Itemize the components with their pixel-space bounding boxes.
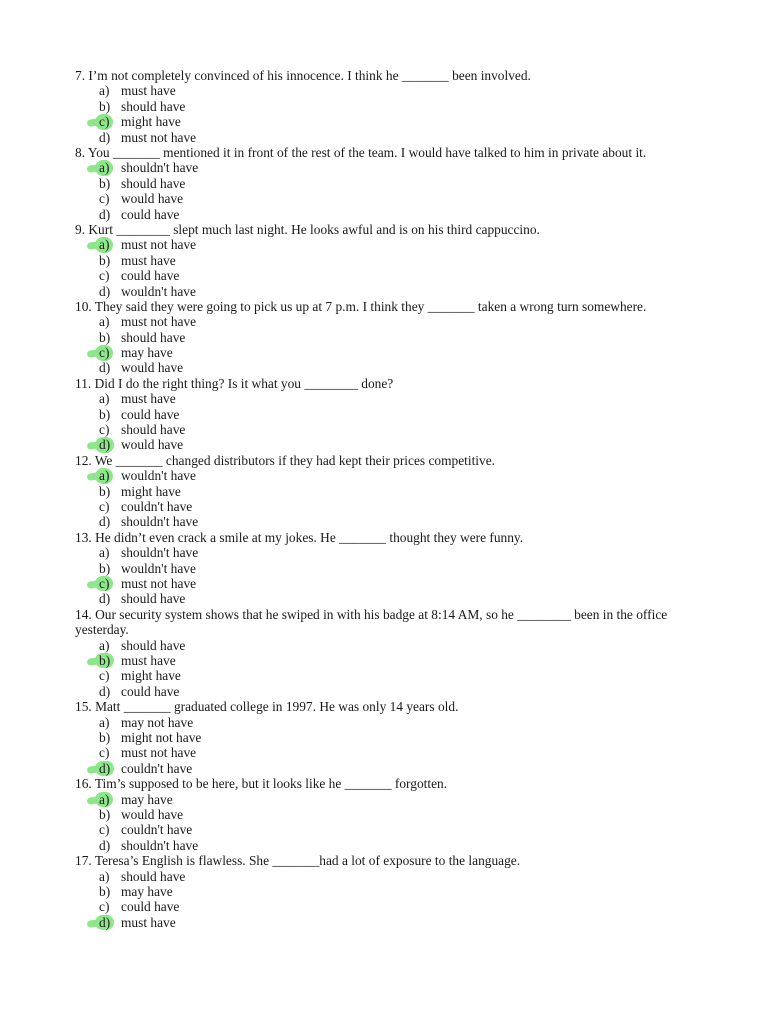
answer-options (75, 715, 695, 777)
option-letter: d) (99, 360, 111, 376)
option-letter: a) (95, 160, 113, 175)
question-text: 11. Did I do the right thing? Is it what you ________ done? (75, 375, 394, 391)
answer-options (75, 468, 695, 530)
question-text: 12. We _______ changed distributors if they had kept their prices competitive. (75, 452, 496, 468)
question-block (75, 776, 695, 853)
option-text: should have (121, 637, 186, 653)
option-letter: a) (99, 391, 110, 407)
answer-options (75, 869, 695, 931)
option-text: must not have (121, 237, 197, 253)
option-letter: c) (99, 191, 110, 207)
option-text: might have (121, 114, 181, 130)
answer-option (75, 268, 695, 283)
answer-option (75, 869, 695, 884)
option-text: must have (121, 391, 176, 407)
option-letter: b) (99, 806, 111, 822)
question-text: 7. I’m not completely convinced of his innocence. I think he _______ been involved. (75, 68, 531, 83)
option-letter: d) (95, 915, 114, 930)
question-text: 17. Teresa’s English is flawless. She _______had a lot of exposure to the language. (75, 853, 521, 869)
question-block (75, 68, 695, 145)
answer-option (75, 761, 695, 776)
option-text: might not have (121, 729, 202, 745)
answer-options (75, 83, 695, 145)
option-letter: c) (95, 114, 113, 129)
option-letter: c) (95, 576, 113, 591)
answer-option (75, 284, 695, 299)
answer-option (75, 915, 695, 930)
option-letter: b) (99, 252, 111, 268)
option-text: should have (121, 868, 186, 884)
option-text: must not have (121, 129, 197, 145)
answer-option (75, 407, 695, 422)
option-text: should have (121, 422, 186, 438)
option-letter: a) (99, 637, 110, 653)
answer-options (75, 545, 695, 607)
option-letter: b) (99, 175, 111, 191)
question-block (75, 530, 695, 607)
option-text: must have (121, 83, 176, 99)
answer-option (75, 114, 695, 129)
option-letter: c) (99, 668, 110, 684)
option-text: couldn't have (121, 760, 193, 776)
option-letter: a) (99, 714, 110, 730)
option-text: would have (121, 806, 184, 822)
option-letter: b) (99, 483, 111, 499)
option-letter: c) (99, 499, 110, 515)
option-text: would have (121, 437, 184, 453)
answer-option (75, 576, 695, 591)
option-letter: b) (99, 329, 111, 345)
answer-option (75, 792, 695, 807)
question-block (75, 699, 695, 776)
answer-option (75, 191, 695, 206)
option-text: would have (121, 360, 184, 376)
answer-option (75, 207, 695, 222)
option-text: may have (121, 883, 173, 899)
option-text: could have (121, 406, 180, 422)
option-text: couldn't have (121, 499, 193, 515)
option-text: may have (121, 791, 173, 807)
option-letter: a) (95, 468, 113, 483)
question-block (75, 222, 695, 299)
answer-option (75, 391, 695, 406)
option-text: shouldn't have (121, 545, 199, 561)
answer-options (75, 314, 695, 376)
answer-option (75, 684, 695, 699)
answer-option (75, 468, 695, 483)
answer-option (75, 807, 695, 822)
question-block (75, 853, 695, 930)
option-letter: b) (95, 653, 114, 668)
answer-option (75, 345, 695, 360)
question-block (75, 145, 695, 222)
option-letter: d) (99, 129, 111, 145)
option-text: couldn't have (121, 822, 193, 838)
option-letter: b) (99, 560, 111, 576)
answer-option (75, 591, 695, 606)
answer-option (75, 899, 695, 914)
option-text: shouldn't have (121, 837, 199, 853)
question-text: 8. You _______ mentioned it in front of the rest of the team. I would have talked to him in private about it. (75, 144, 647, 160)
question-text: 16. Tim’s supposed to be here, but it looks like he _______ forgotten. (75, 776, 448, 792)
option-text: shouldn't have (121, 160, 199, 176)
question-block (75, 299, 695, 376)
option-letter: c) (99, 822, 110, 838)
answer-option (75, 160, 695, 175)
answer-options (75, 792, 695, 854)
answer-option (75, 314, 695, 329)
answer-option (75, 745, 695, 760)
option-text: could have (121, 899, 180, 915)
option-text: could have (121, 683, 180, 699)
answer-option (75, 499, 695, 514)
option-text: might have (121, 483, 181, 499)
option-text: must have (121, 652, 176, 668)
option-text: wouldn't have (121, 560, 196, 576)
answer-option (75, 638, 695, 653)
option-letter: b) (99, 98, 111, 114)
answer-option (75, 360, 695, 375)
option-letter: d) (95, 761, 114, 776)
answer-option (75, 176, 695, 191)
answer-option (75, 822, 695, 837)
question-block (75, 607, 695, 699)
answer-options (75, 638, 695, 700)
answer-option (75, 715, 695, 730)
option-letter: b) (99, 406, 111, 422)
option-letter: c) (99, 745, 110, 761)
option-text: should have (121, 98, 186, 114)
option-text: wouldn't have (121, 283, 196, 299)
answer-option (75, 422, 695, 437)
option-letter: d) (99, 591, 111, 607)
answer-option (75, 884, 695, 899)
question-block (75, 453, 695, 530)
answer-option (75, 237, 695, 252)
answer-option (75, 437, 695, 452)
option-text: must not have (121, 745, 197, 761)
option-letter: a) (99, 545, 110, 561)
option-letter: a) (95, 792, 113, 807)
question-text: 14. Our security system shows that he swiped in with his badge at 8:14 AM, so he ________ been in the office yesterday. (75, 606, 668, 638)
option-text: should have (121, 591, 186, 607)
option-letter: c) (99, 268, 110, 284)
quiz-list (75, 68, 695, 930)
option-letter: d) (99, 514, 111, 530)
option-letter: d) (99, 283, 111, 299)
answer-option (75, 330, 695, 345)
question-text: 10. They said they were going to pick us up at 7 p.m. I think they _______ taken a wrong turn somewhere. (75, 298, 647, 314)
answer-options (75, 391, 695, 453)
option-letter: d) (99, 683, 111, 699)
option-letter: a) (99, 314, 110, 330)
answer-option (75, 730, 695, 745)
option-text: could have (121, 206, 180, 222)
answer-options (75, 160, 695, 222)
option-text: would have (121, 191, 184, 207)
answer-option (75, 514, 695, 529)
answer-option (75, 653, 695, 668)
option-letter: c) (95, 345, 113, 360)
question-text: 9. Kurt ________ slept much last night. He looks awful and is on his third cappuccino. (75, 221, 540, 237)
option-text: must have (121, 252, 176, 268)
answer-option (75, 253, 695, 268)
option-text: must have (121, 914, 176, 930)
answer-options (75, 237, 695, 299)
option-letter: c) (99, 899, 110, 915)
option-text: must not have (121, 576, 197, 591)
option-letter: b) (99, 729, 111, 745)
option-text: could have (121, 268, 180, 284)
option-text: should have (121, 329, 186, 345)
option-letter: a) (95, 237, 113, 252)
answer-option (75, 668, 695, 683)
option-text: might have (121, 668, 181, 684)
option-letter: b) (99, 883, 111, 899)
answer-option (75, 83, 695, 98)
option-letter: c) (99, 422, 110, 438)
question-text: 15. Matt _______ graduated college in 1997. He was only 14 years old. (75, 699, 459, 715)
option-text: should have (121, 175, 186, 191)
answer-option (75, 561, 695, 576)
option-text: must not have (121, 314, 197, 330)
question-text: 13. He didn’t even crack a smile at my jokes. He _______ thought they were funny. (75, 529, 524, 545)
answer-option (75, 545, 695, 560)
option-text: may have (121, 345, 173, 361)
option-letter: a) (99, 83, 110, 99)
option-text: wouldn't have (121, 468, 196, 484)
question-block (75, 376, 695, 453)
answer-option (75, 484, 695, 499)
option-text: may not have (121, 714, 194, 730)
option-letter: d) (99, 837, 111, 853)
option-letter: a) (99, 868, 110, 884)
option-text: shouldn't have (121, 514, 199, 530)
option-letter: d) (99, 206, 111, 222)
answer-option (75, 130, 695, 145)
answer-option (75, 99, 695, 114)
option-letter: d) (95, 437, 114, 452)
answer-option (75, 838, 695, 853)
